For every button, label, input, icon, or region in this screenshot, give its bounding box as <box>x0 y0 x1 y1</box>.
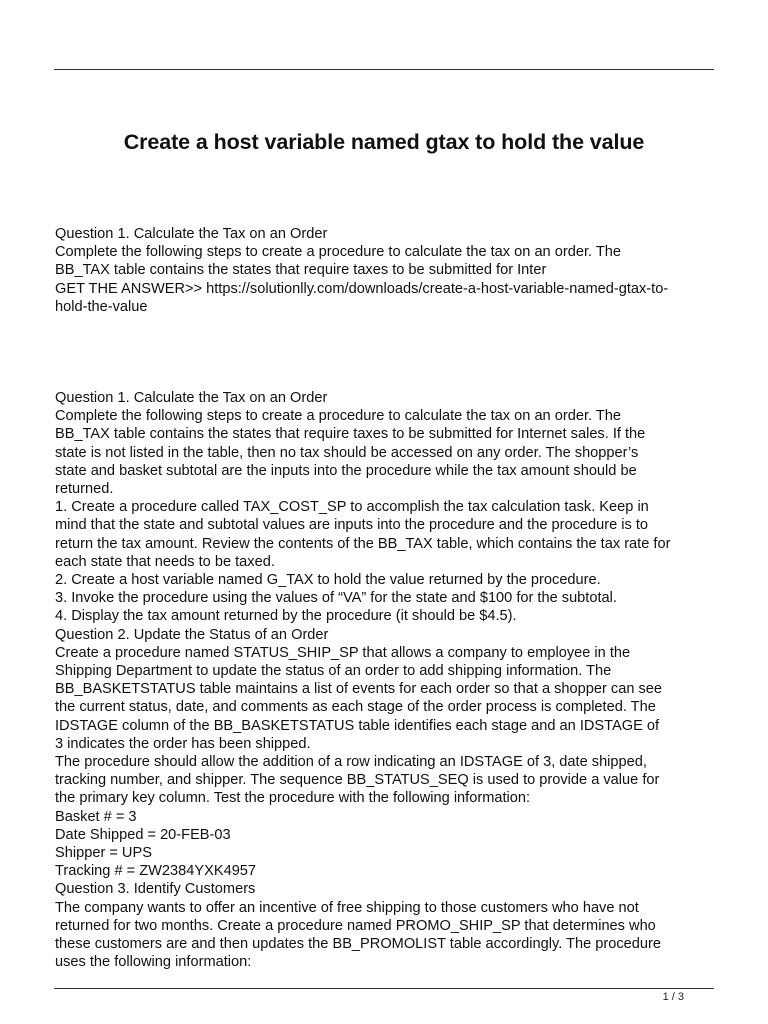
body-line: Complete the following steps to create a procedure to calculate the tax on an order. The <box>55 408 621 425</box>
main-body <box>55 389 720 972</box>
answer-link-line-cont[interactable]: hold-the-value <box>55 298 148 315</box>
body-line: returned. <box>55 481 114 498</box>
body-line: state and basket subtotal are the inputs into the procedure while the tax amount should be <box>55 462 637 479</box>
body-line: 3 indicates the order has been shipped. <box>55 735 311 752</box>
body-line: Shipper = UPS <box>55 845 152 862</box>
body-line: BB_BASKETSTATUS table maintains a list of events for each order so that a shopper can see <box>55 681 663 698</box>
body-line: state is not listed in the table, then no tax should be accessed on any order. The shopper’s <box>55 444 639 461</box>
body-line: The procedure should allow the addition of a row indicating an IDSTAGE of 3, date shipped, <box>55 754 647 771</box>
body-line: 2. Create a host variable named G_TAX to hold the value returned by the procedure. <box>55 572 601 589</box>
body-line: Question 3. Identify Customers <box>55 881 256 898</box>
body-line: these customers are and then updates the BB_PROMOLIST table accordingly. The procedure <box>55 936 661 953</box>
bottom-rule <box>54 988 714 989</box>
body-line: 3. Invoke the procedure using the values of “VA” for the state and $100 for the subtotal. <box>55 590 617 607</box>
body-line: Shipping Department to update the status of an order to add shipping information. The <box>55 663 612 680</box>
top-rule <box>54 69 714 70</box>
body-line: 1. Create a procedure called TAX_COST_SP to accomplish the tax calculation task. Keep in <box>55 499 649 516</box>
answer-link-line[interactable]: GET THE ANSWER>> https://solutionlly.com/downloads/create-a-host-variable-named-gtax-to- <box>55 280 669 297</box>
body-line: Tracking # = ZW2384YXK4957 <box>55 863 257 880</box>
body-line: The company wants to offer an incentive of free shipping to those customers who have not <box>55 899 639 916</box>
body-line: IDSTAGE column of the BB_BASKETSTATUS table identifies each stage and an IDSTAGE of <box>55 717 660 734</box>
document-title: Create a host variable named gtax to hold the value <box>123 130 645 154</box>
intro-block <box>55 225 720 316</box>
body-line: each state that needs to be taxed. <box>55 553 275 570</box>
body-line: Question 1. Calculate the Tax on an Order <box>55 390 328 406</box>
intro-line: BB_TAX table contains the states that require taxes to be submitted for Inter <box>55 262 547 279</box>
body-line: the primary key column. Test the procedure with the following information: <box>55 790 531 807</box>
body-line: tracking number, and shipper. The sequence BB_STATUS_SEQ is used to provide a value for <box>55 772 660 789</box>
body-line: BB_TAX table contains the states that require taxes to be submitted for Internet sales. If the <box>55 426 646 443</box>
body-line: return the tax amount. Review the contents of the BB_TAX table, which contains the tax rate for <box>55 535 671 552</box>
body-line: mind that the state and subtotal values are inputs into the procedure and the procedure is to <box>55 517 649 534</box>
body-line: Basket # = 3 <box>55 808 137 825</box>
body-line: 4. Display the tax amount returned by the procedure (it should be $4.5). <box>55 608 517 625</box>
body-line: Create a procedure named STATUS_SHIP_SP that allows a company to employee in the <box>55 644 631 661</box>
page-number: 1 / 3 <box>662 991 684 1003</box>
body-line: Question 2. Update the Status of an Order <box>55 626 329 643</box>
body-line: Date Shipped = 20-FEB-03 <box>55 826 231 843</box>
body-line: returned for two months. Create a procedure named PROMO_SHIP_SP that determines who <box>55 917 656 934</box>
intro-line: Complete the following steps to create a procedure to calculate the tax on an order. The <box>55 244 621 261</box>
body-line: uses the following information: <box>55 954 252 971</box>
intro-line: Question 1. Calculate the Tax on an Order <box>55 226 328 242</box>
body-line: the current status, date, and comments as each stage of the order process is completed. The <box>55 699 656 716</box>
